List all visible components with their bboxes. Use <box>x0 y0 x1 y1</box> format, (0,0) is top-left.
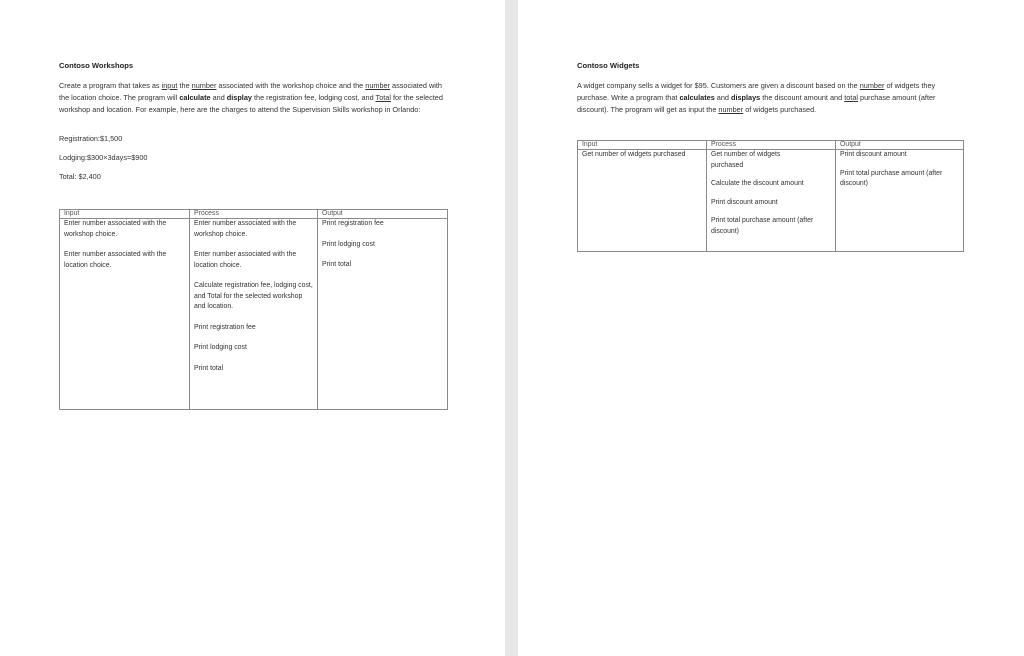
cell-item: Print registration fee <box>194 323 256 331</box>
intro-text: associated with the workshop choice and the <box>216 81 366 90</box>
underlined-word: number <box>191 81 217 90</box>
intro-text: the registration fee, lodging cost, and <box>251 93 376 102</box>
underlined-word: number <box>718 105 744 114</box>
intro-text: associated with the location choice. The program will <box>59 81 442 102</box>
doc-title: Contoso Widgets <box>577 61 640 70</box>
bold-word: display <box>226 93 252 102</box>
intro-text: purchase amount (after discount). The program will get as input the <box>577 93 936 114</box>
cell-item: Print lodging cost <box>194 344 247 351</box>
cell-item: Enter number associated with the workshop choice. <box>64 220 167 238</box>
cell-item: Enter number associated with the workshop choice. <box>194 220 297 238</box>
intro-text: of widgets they purchase. Write a program that <box>577 81 936 102</box>
lodging-line: Lodging:$300×3days=$900 <box>59 153 148 162</box>
cell-item: Enter number associated with the location choice. <box>194 251 297 269</box>
header-input: Input <box>60 210 190 219</box>
total-line: Total: $2,400 <box>59 172 101 181</box>
cell-item: Calculate registration fee, lodging cost, and Total for the selected workshop and location. <box>194 282 313 310</box>
cell-item: Print total purchase amount (after discount) <box>711 217 814 235</box>
process-cell <box>190 219 318 410</box>
cell-item: Print discount amount <box>711 198 778 206</box>
input-cell <box>578 150 707 252</box>
intro-text: the discount amount and <box>760 93 845 102</box>
underlined-word: total <box>844 93 858 102</box>
cell-item: Print total <box>322 261 352 268</box>
intro-text: Create a program that takes as <box>59 81 162 90</box>
underlined-word: number <box>859 81 885 90</box>
ipo-table-workshops <box>59 209 448 410</box>
cell-item: Print discount amount <box>840 151 907 158</box>
doc-title: Contoso Workshops <box>59 61 134 70</box>
cell-item: Get number of widgets purchased <box>582 151 686 158</box>
document-page-right <box>518 0 1024 656</box>
registration-line: Registration:$1,500 <box>59 134 123 143</box>
cell-item: Print total <box>194 364 224 372</box>
output-cell <box>836 150 964 252</box>
bold-word: calculate <box>179 93 211 102</box>
intro-text: the <box>177 81 192 90</box>
bold-word: calculates <box>679 93 715 102</box>
intro-text: A widget company sells a widget for $95. Customers are given a discount based on the <box>577 81 860 90</box>
intro-paragraph <box>59 80 449 116</box>
document-page-left <box>0 0 505 656</box>
cell-item: Calculate the discount amount <box>711 180 804 187</box>
cell-item: Print registration fee <box>322 220 384 227</box>
input-cell <box>60 219 190 410</box>
output-cell <box>318 219 448 410</box>
intro-text: of widgets purchased. <box>743 105 817 114</box>
header-output: Output <box>318 210 448 219</box>
intro-text: and <box>714 93 732 102</box>
cell-item: Print lodging cost <box>322 240 375 248</box>
cell-item: Get number of widgets purchased <box>711 151 781 169</box>
header-output: Output <box>836 141 964 150</box>
header-process: Process <box>707 141 836 150</box>
header-input: Input <box>578 141 707 150</box>
cell-item: Enter number associated with the location choice. <box>64 251 167 269</box>
ipo-table-widgets <box>577 140 964 252</box>
underlined-word: input <box>161 81 178 90</box>
cell-item: Print total purchase amount (after discount) <box>840 169 943 187</box>
process-cell <box>707 150 836 252</box>
bold-word: displays <box>731 93 761 102</box>
underlined-word: Total <box>375 93 391 102</box>
intro-paragraph <box>577 80 952 116</box>
header-process: Process <box>190 210 318 219</box>
intro-text: for the selected workshop and location. For example, here are the charges to attend the Supervision Skills workshop in Orlando: <box>59 93 443 114</box>
intro-text: and <box>210 93 227 102</box>
underlined-word: number <box>365 81 391 90</box>
